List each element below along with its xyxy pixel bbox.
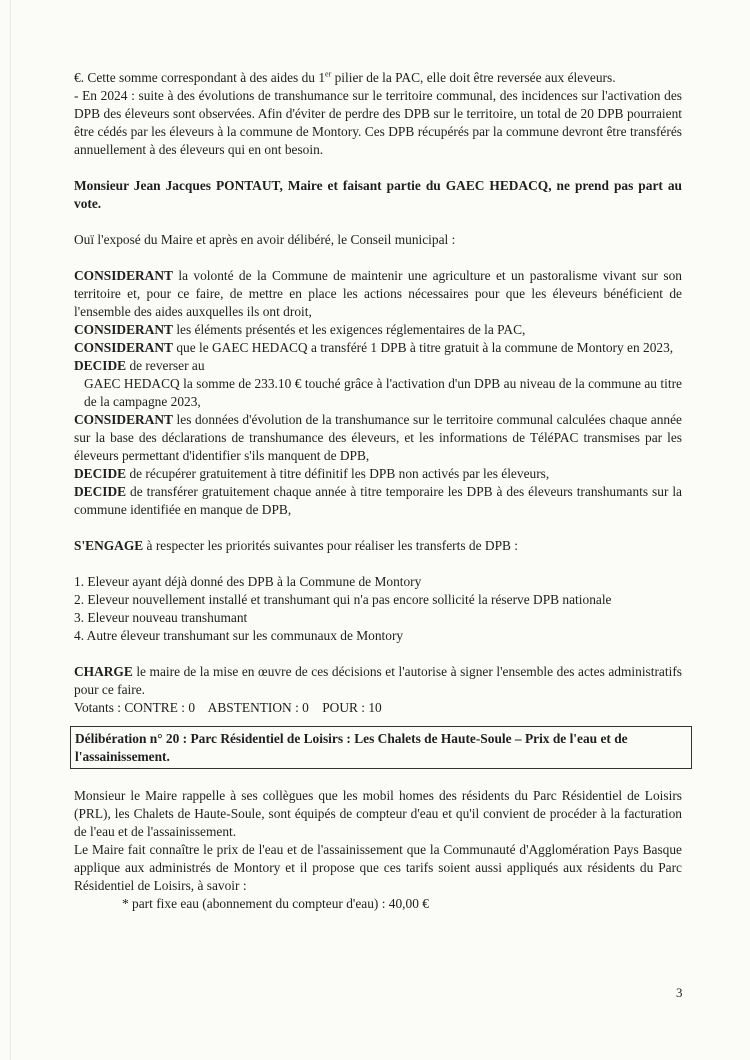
- keyword: DECIDE: [74, 466, 127, 481]
- decide-2: [74, 465, 682, 483]
- intro-text-end: pilier de la PAC, elle doit être reversée aux éleveurs.: [331, 70, 616, 85]
- clause-text: de reverser au: [126, 358, 205, 373]
- clause-text: à respecter les priorités suivantes pour réaliser les transferts de DPB :: [143, 538, 519, 553]
- page-number: 3: [676, 985, 683, 1000]
- page-content: [74, 69, 682, 913]
- considerant-3: [74, 339, 682, 357]
- item-2024: - En 2024 : suite à des évolutions de transhumance sur le territoire communal, des incidences sur l'activation des DPB des éleveurs sont observées. Afin d'éviter de perdre des DPB sur le territoire, un total de 20 DPB pourraient être cédés par les éleveurs à la commune de Montory. Ces DPB récupérés par la commune devront être transférés annuellement à des éleveurs qui en ont besoin.: [74, 88, 682, 157]
- priority-item: 4. Autre éleveur transhumant sur les communaux de Montory: [74, 628, 404, 643]
- keyword: S'ENGAGE: [74, 538, 144, 553]
- clause-text: la volonté de la Commune de maintenir une agriculture et un pastoralisme vivant sur son territoire et, pour ce faire, de mettre en place les actions nécessaires pour que les éleveurs bénéficient de l'ensemble des aides auxquelles ils ont droit,: [74, 268, 682, 319]
- clause-text: de transférer gratuitement chaque année à titre temporaire les DPB à des éleveurs transhumants sur la commune identifiée en manque de DPB,: [74, 484, 682, 517]
- superscript-er: er: [325, 69, 332, 79]
- clause-text: que le GAEC HEDACQ a transféré 1 DPB à titre gratuit à la commune de Montory en 2023,: [172, 340, 674, 355]
- keyword: CONSIDERANT: [74, 340, 173, 355]
- priority-item: 2. Eleveur nouvellement installé et transhumant qui n'a pas encore sollicité la réserve DPB nationale: [74, 592, 612, 607]
- considerant-2: [74, 321, 682, 339]
- keyword: CHARGE: [74, 664, 133, 679]
- charge-clause: [74, 663, 682, 699]
- considerant-4: [74, 411, 682, 465]
- oui-expose-line: Ouï l'exposé du Maire et après en avoir délibéré, le Conseil municipal :: [74, 232, 456, 247]
- clause-text: de récupérer gratuitement à titre définitif les DPB non activés par les éleveurs,: [126, 466, 550, 481]
- intro-paragraph: [74, 69, 682, 87]
- keyword: DECIDE: [74, 358, 127, 373]
- clause-text: les données d'évolution de la transhumance sur le territoire communal calculées chaque année sur la base des déclarations de transhumance des éleveurs, et les informations de TéléPAC transmises par les éleveurs permettant d'identifier s'ils manquent de DPB,: [74, 412, 682, 463]
- s-engage: [74, 537, 682, 555]
- decide-3: [74, 483, 682, 519]
- deliberation-20-paragraph-2: Le Maire fait connaître le prix de l'eau et de l'assainissement que la Communauté d'Agglomération Pays Basque applique aux administrés de Montory et il propose que ces tarifs soient aussi appliqués aux résidents du Parc Résidentiel de Loisirs, à savoir :: [74, 842, 682, 893]
- clause-text: les éléments présentés et les exigences réglementaires de la PAC,: [172, 322, 526, 337]
- keyword: CONSIDERANT: [74, 268, 173, 283]
- deliberation-20-paragraph-1: Monsieur le Maire rappelle à ses collègues que les mobil homes des résidents du Parc Résidentiel de Loisirs (PRL), les Chalets de Haute-Soule, sont équipés de compteur d'eau et qu'il convient de procéder à la facturation de l'eau et de l'assainissement.: [74, 788, 682, 839]
- keyword: CONSIDERANT: [74, 412, 173, 427]
- mayor-abstention-note: Monsieur Jean Jacques PONTAUT, Maire et faisant partie du GAEC HEDACQ, ne prend pas part au vote.: [74, 178, 682, 211]
- intro-text: €. Cette somme correspondant à des aides du 1: [74, 70, 326, 85]
- deliberation-20-title: Délibération n° 20 : Parc Résidentiel de Loisirs : Les Chalets de Haute-Soule – Prix de l'eau et de l'assainissement.: [75, 731, 628, 764]
- priority-item: 3. Eleveur nouveau transhumant: [74, 610, 248, 625]
- vote-results: Votants : CONTRE : 0 ABSTENTION : 0 POUR : 10: [74, 700, 382, 715]
- considerant-1: [74, 267, 682, 321]
- keyword: DECIDE: [74, 484, 127, 499]
- keyword: CONSIDERANT: [74, 322, 173, 337]
- priority-item: 1. Eleveur ayant déjà donné des DPB à la Commune de Montory: [74, 574, 422, 589]
- clause-text: le maire de la mise en œuvre de ces décisions et l'autorise à signer l'ensemble des actes administratifs pour ce faire.: [74, 664, 682, 697]
- decide-1: [74, 357, 682, 375]
- tariff-bullet: * part fixe eau (abonnement du compteur d'eau) : 40,00 €: [122, 896, 429, 911]
- page-edge-line: [10, 0, 11, 1060]
- deliberation-20-title-box: [70, 726, 692, 769]
- decide-1-continuation: GAEC HEDACQ la somme de 233.10 € touché grâce à l'activation d'un DPB au niveau de la commune au titre de la campagne 2023,: [84, 376, 682, 409]
